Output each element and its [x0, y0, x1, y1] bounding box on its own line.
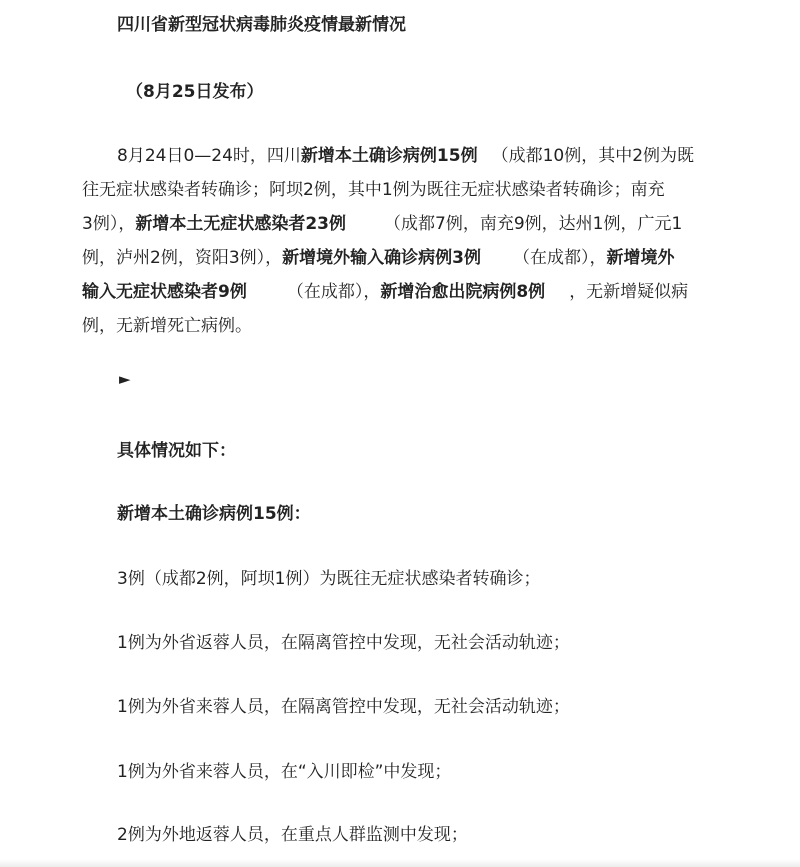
highlight-new-recovered: 新增治愈出院病例8例: [380, 282, 546, 302]
details-heading: 具体情况如下：: [117, 441, 236, 461]
bottom-edge: [0, 859, 800, 867]
case-item: 1例为外省返蓉人员，在隔离管控中发现，无社会活动轨迹；: [117, 633, 570, 653]
summary-line: 输入无症状感染者9例 （在成都），新增治愈出院病例8例 ，无新增疑似病: [82, 282, 689, 302]
case-item: 2例为外地返蓉人员，在重点人群监测中发现；: [117, 825, 468, 845]
summary-line: 例，泸州2例，资阳3例），新增境外输入确诊病例3例 （在成都），新增境外: [82, 248, 675, 268]
summary-paragraph: [82, 139, 772, 343]
summary-line: 例，无新增死亡病例。: [82, 316, 252, 336]
summary-line: 3例），新增本土无症状感染者23例 （成都7例，南充9例，达州1例，广元1: [82, 214, 683, 234]
article-title: 四川省新型冠状病毒肺炎疫情最新情况: [117, 15, 406, 35]
summary-line: 往无症状感染者转确诊；阿坝2例，其中1例为既往无症状感染者转确诊；南充: [82, 180, 665, 200]
highlight-new-imported-asymptomatic: 新增境外: [606, 248, 675, 268]
highlight-new-imported-asymptomatic: 输入无症状感染者9例: [82, 282, 247, 302]
case-item: 1例为外省来蓉人员，在隔离管控中发现，无社会活动轨迹；: [117, 697, 570, 717]
release-date: （8月25日发布）: [126, 82, 264, 102]
highlight-new-local-confirmed: 新增本土确诊病例15例: [300, 146, 478, 166]
cases-heading: 新增本土确诊病例15例：: [117, 504, 311, 524]
highlight-new-imported-confirmed: 新增境外输入确诊病例3例: [282, 248, 481, 268]
summary-line: 8月24日0—24时，四川新增本土确诊病例15例 （成都10例，其中2例为既: [117, 146, 695, 166]
case-item: 1例为外省来蓉人员，在“入川即检”中发现；: [117, 762, 452, 782]
arrow-marker: ►: [119, 370, 131, 388]
highlight-new-local-asymptomatic: 新增本土无症状感染者23例: [135, 214, 346, 234]
case-item: 3例（成都2例，阿坝1例）为既往无症状感染者转确诊；: [117, 569, 541, 589]
